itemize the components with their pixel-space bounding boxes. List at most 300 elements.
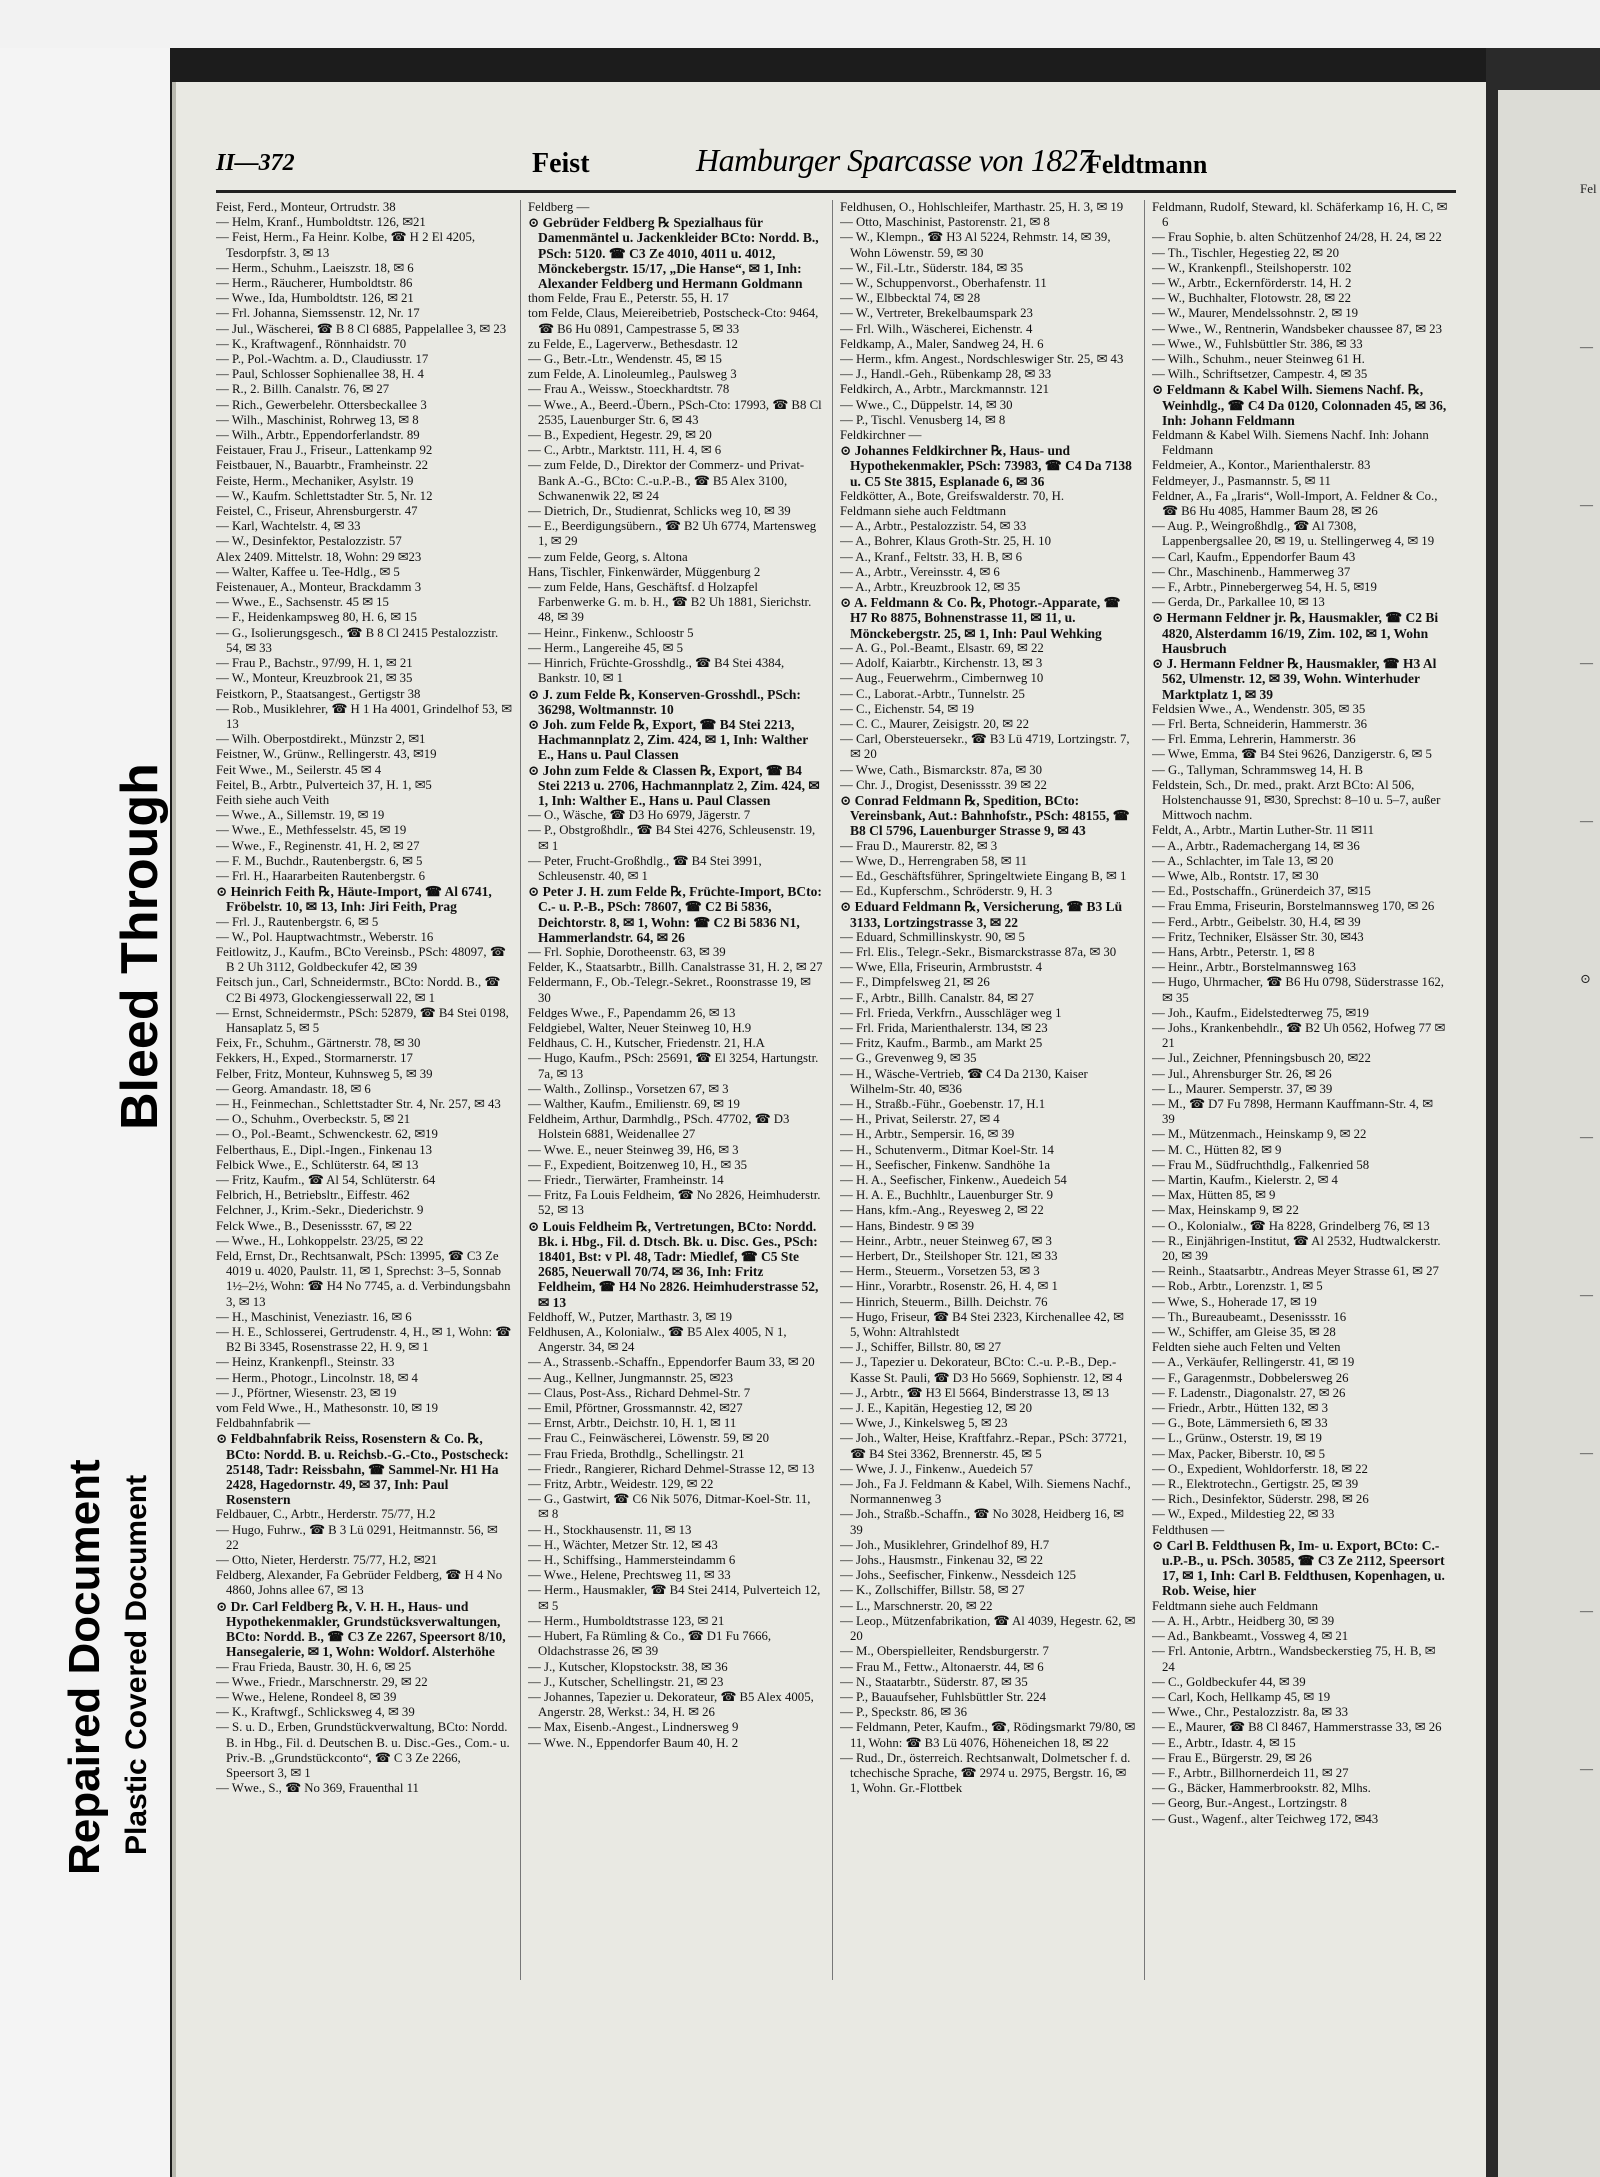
directory-entry: — Frl. H., Haararbeiten Rautenbergstr. 6 bbox=[216, 868, 426, 883]
directory-entry: — Jul., Zeichner, Pfenningsbusch 20, ✉22 bbox=[1152, 1051, 1371, 1066]
directory-entry: — R., Einjährigen-Institut, ☎ Al 2532, Hudtwalckerstr. 20, ✉ 39 bbox=[1152, 1233, 1441, 1264]
next-page-mark: — bbox=[1580, 655, 1593, 670]
directory-entry: — O., Wäsche, ☎ D3 Ho 6979, Jägerstr. 7 bbox=[528, 808, 751, 823]
directory-entry: zum Felde, A. Linoleumleg., Paulsweg 3 bbox=[528, 367, 737, 382]
directory-entry: — Helm, Kranf., Humboldtstr. 126, ✉21 bbox=[216, 215, 426, 230]
column-divider bbox=[1144, 200, 1145, 1980]
directory-entry: — Hugo, Fuhrw., ☎ B 3 Lü 0291, Heitmannstr. 56, ✉ 22 bbox=[216, 1522, 498, 1552]
directory-entry: — Jul., Wäscherei, ☎ B 8 Cl 6885, Pappelallee 3, ✉ 23 bbox=[216, 321, 507, 336]
directory-entry: Feix, Fr., Schuhm., Gärtnerstr. 78, ✉ 30 bbox=[216, 1036, 421, 1051]
directory-entry: Feldmann, Rudolf, Steward, kl. Schäferkamp 16, H. C, ✉ 6 bbox=[1152, 200, 1448, 230]
directory-entry: — zum Felde, D., Direktor der Commerz- und Privat-Bank A.-G., BCto: C.-u.P.-B., ☎ B5 Alex 3100, Schwanenwik 22, ✉ 24 bbox=[528, 458, 805, 503]
directory-entry: — Th., Bureaubeamt., Desenissstr. 16 bbox=[1152, 1309, 1347, 1324]
directory-entry: ⊙ Peter J. H. zum Felde ℞, Früchte-Import, BCto: C.- u. P.-B., PSch: 78607, ☎ C2 Bi 5836, Deichtorstr. 8, ✉ 1, Wohn: ☎ C2 Bi 5836 N1, Hammerlandstr. 64, ✉ 26 bbox=[528, 884, 822, 945]
directory-entry: — Herbert, Dr., Steilshoper Str. 121, ✉ 33 bbox=[840, 1249, 1058, 1264]
directory-entry: — Wwe, J. J., Finkenw., Auedeich 57 bbox=[840, 1461, 1033, 1476]
directory-entry: ⊙ Heinrich Feith ℞, Häute-Import, ☎ Al 6741, Fröbelstr. 10, ✉ 13, Inh: Jiri Feith, Prag bbox=[216, 884, 492, 915]
directory-entry: — Fritz, Kaufm., ☎ Al 54, Schlüterstr. 64 bbox=[216, 1173, 436, 1187]
directory-entry: Feld, Ernst, Dr., Rechtsanwalt, PSch: 13995, ☎ C3 Ze 4019 u. 4020, Paulstr. 11, ✉ 1, Sprechst: 3–5, Sonnab 1½–2½, Wohn: ☎ H4 No 7745, a. d. Verbindungsbahn 3, ✉ 13 bbox=[216, 1249, 511, 1309]
directory-entry: — W., Krankenpfl., Steilshoperstr. 102 bbox=[1152, 260, 1352, 275]
directory-entry: — H., Schutenverm., Ditmar Koel-Str. 14 bbox=[840, 1142, 1054, 1157]
directory-entry: — Wilh., Schriftsetzer, Campestr. 4, ✉ 35 bbox=[1152, 367, 1368, 382]
directory-entry: — J., Handl.-Geh., Rübenkamp 28, ✉ 33 bbox=[840, 367, 1052, 382]
directory-entry: — Joh., Walter, Heise, Kraftfahrz.-Repar., PSch: 37721, ☎ B4 Stei 3362, Brennerstr. 45, ✉ 5 bbox=[840, 1431, 1127, 1461]
directory-entry: — H., Feinmechan., Schlettstadter Str. 4, Nr. 257, ✉ 43 bbox=[216, 1096, 501, 1111]
directory-entry: — Karl, Wachtelstr. 4, ✉ 33 bbox=[216, 519, 361, 534]
next-page-mark: Fel bbox=[1580, 181, 1597, 196]
directory-entry: — Ernst, Schneidermstr., PSch: 52879, ☎ B4 Stei 0198, Hansaplatz 5, ✉ 5 bbox=[216, 1005, 509, 1035]
next-page-mark: — bbox=[1580, 1287, 1593, 1302]
directory-entry: — Max, Packer, Biberstr. 10, ✉ 5 bbox=[1152, 1446, 1325, 1461]
directory-entry: — Frau Frieda, Baustr. 30, H. 6, ✉ 25 bbox=[216, 1659, 412, 1674]
directory-entry: Feldmann siehe auch Feldtmann bbox=[840, 504, 1006, 519]
directory-entry: ⊙ Carl B. Feldthusen ℞, Im- u. Export, BCto: C.-u.P.-B., u. PSch. 30585, ☎ C3 Ze 2112, Speersort 17, ✉ 1, Inh: Carl B. Feldthusen, Kopenhagen, u. Rob. Weise, hier bbox=[1152, 1537, 1445, 1599]
directory-entry: — Chr., Maschinenb., Hammerweg 37 bbox=[1152, 564, 1351, 579]
directory-entry: — Heinr., Finkenw., Schloostr 5 bbox=[528, 625, 694, 640]
directory-entry: Feldheim, Arthur, Darmhdlg., PSch. 47702, ☎ D3 Holstein 6881, Weidenallee 27 bbox=[528, 1112, 790, 1142]
directory-entry: — P., Bauaufseher, Fuhlsbüttler Str. 224 bbox=[840, 1689, 1047, 1704]
directory-entry: — E., Arbtr., Idastr. 4, ✉ 15 bbox=[1152, 1735, 1296, 1750]
directory-entry: — Frl. Emma, Lehrerin, Hammerstr. 36 bbox=[1152, 732, 1356, 747]
directory-entry: Felder, K., Staatsarbtr., Billh. Canalstrasse 31, H. 2, ✉ 27 bbox=[528, 960, 823, 975]
directory-entry: Feitel, B., Arbtr., Pulverteich 37, H. 1, ✉5 bbox=[216, 777, 432, 792]
directory-entry: — Jul., Ahrensburger Str. 26, ✉ 26 bbox=[1152, 1066, 1332, 1081]
directory-entry: — W., Pol. Hauptwachtmstr., Weberstr. 16 bbox=[216, 929, 434, 944]
directory-entry: — Frl. Berta, Schneiderin, Hammerstr. 36 bbox=[1152, 716, 1368, 731]
directory-entry: — Wwe, J., Kinkelsweg 5, ✉ 23 bbox=[840, 1416, 1008, 1431]
directory-entry: — Dietrich, Dr., Studienrat, Schlicks weg 10, ✉ 39 bbox=[528, 504, 791, 519]
directory-entry: — Wwe, Ella, Friseurin, Armbruststr. 4 bbox=[840, 960, 1043, 975]
directory-entry: Alex 2409. Mittelstr. 18, Wohn: 29 ✉23 bbox=[216, 549, 422, 564]
directory-entry: ⊙ J. zum Felde ℞, Konserven-Grosshdl., PSch: 36298, Woltmannstr. 10 bbox=[528, 686, 801, 717]
directory-entry: — Wwe., C., Düppelstr. 14, ✉ 30 bbox=[840, 397, 1013, 412]
column-4 bbox=[1152, 200, 1448, 1990]
directory-entry: — A. G., Pol.-Beamt., Elsastr. 69, ✉ 22 bbox=[840, 640, 1044, 655]
directory-entry: — Hans, Arbtr., Peterstr. 1, ✉ 8 bbox=[1152, 944, 1315, 959]
directory-entry: — Walth., Zollinsp., Vorsetzen 67, ✉ 3 bbox=[528, 1081, 729, 1096]
directory-entry: — H., Privat, Seilerstr. 27, ✉ 4 bbox=[840, 1112, 1000, 1127]
header-left-word: Feist bbox=[532, 148, 590, 179]
directory-entry: — A., Arbtr., Vereinsstr. 4, ✉ 6 bbox=[840, 564, 1000, 579]
directory-entry: — Ad., Bankbeamt., Vossweg 4, ✉ 21 bbox=[1152, 1629, 1349, 1644]
directory-entry: Feldhoff, W., Putzer, Marthastr. 3, ✉ 19 bbox=[528, 1309, 733, 1324]
directory-entry: — Wwe., W., Rentnerin, Wandsbeker chaussee 87, ✉ 23 bbox=[1152, 321, 1442, 336]
directory-entry: Feiste, Herm., Mechaniker, Asylstr. 19 bbox=[216, 473, 414, 488]
column-divider bbox=[520, 200, 521, 1980]
directory-entry: — K., Kraftwagenf., Rönnhaidstr. 70 bbox=[216, 336, 407, 351]
directory-entry: — Wwe, Cath., Bismarckstr. 87a, ✉ 30 bbox=[840, 762, 1043, 777]
directory-entry: ⊙ Feldmann & Kabel Wilh. Siemens Nachf. ℞, Weinhdlg., ☎ C4 Da 0120, Colonnaden 45, ✉ 36, Inh: Johann Feldmann bbox=[1152, 382, 1447, 428]
directory-entry: Feldhusen, O., Hohlschleifer, Marthastr. 25, H. 3, ✉ 19 bbox=[840, 200, 1124, 214]
directory-entry: ⊙ Dr. Carl Feldberg ℞, V. H. H., Haus- und Hypothekenmakler, Grundstücksverwaltungen, BCto: Nordd. B., ☎ C3 Ze 2267, Speersort 8/10, Hansegalerie, ✉ 1, Wohn: Woldorf. Alsterhöhe bbox=[216, 1598, 506, 1660]
directory-entry: — H., Seefischer, Finkenw. Sandhöhe 1a bbox=[840, 1157, 1051, 1172]
directory-entry: ⊙ J. Hermann Feldner ℞, Hausmakler, ☎ H3 Al 562, Ulmenstr. 12, ✉ 39, Wohn. Winterhuder Marktplatz 1, ✉ 39 bbox=[1152, 656, 1437, 702]
directory-entry: — Gerda, Dr., Parkallee 10, ✉ 13 bbox=[1152, 595, 1325, 610]
directory-entry: — Feist, Herm., Fa Heinr. Kolbe, ☎ H 2 El 4205, Tesdorpfstr. 3, ✉ 13 bbox=[216, 230, 476, 260]
directory-entry: — Claus, Post-Ass., Richard Dehmel-Str. 7 bbox=[528, 1385, 751, 1400]
directory-entry: — J. E., Kapitän, Hegestieg 12, ✉ 20 bbox=[840, 1401, 1032, 1416]
directory-entry: — Peter, Frucht-Großhdlg., ☎ B4 Stei 3991, Schleusenstr. 40, ✉ 1 bbox=[528, 853, 762, 883]
directory-entry: — M. C., Hütten 82, ✉ 9 bbox=[1152, 1142, 1282, 1157]
directory-entry: — W., Elbbecktal 74, ✉ 28 bbox=[840, 291, 981, 306]
directory-entry: — Joh., Musiklehrer, Grindelhof 89, H.7 bbox=[840, 1537, 1050, 1552]
directory-entry: — Wwe, Alb., Rontstr. 17, ✉ 30 bbox=[1152, 868, 1319, 883]
directory-entry: — F. Ladenstr., Diagonalstr. 27, ✉ 26 bbox=[1152, 1385, 1346, 1400]
directory-entry: ⊙ Eduard Feldmann ℞, Versicherung, ☎ B3 Lü 3133, Lortzingstrasse 3, ✉ 22 bbox=[840, 899, 1123, 930]
directory-entry: — P., Speckstr. 86, ✉ 36 bbox=[840, 1705, 967, 1720]
directory-entry: — W., Kaufm. Schlettstadter Str. 5, Nr. 12 bbox=[216, 488, 433, 503]
directory-entry: Feldermann, F., Ob.-Telegr.-Sekret., Roonstrasse 19, ✉ 30 bbox=[528, 975, 811, 1005]
directory-entry: — E., Beerdigungsübern., ☎ B2 Uh 6774, Martensweg 1, ✉ 29 bbox=[528, 519, 817, 549]
directory-entry: Feldmeier, A., Kontor., Marienthalerstr. 83 bbox=[1152, 458, 1371, 473]
directory-entry: — Wwe., E., Sachsenstr. 45 ✉ 15 bbox=[216, 595, 389, 610]
directory-entry: — Wwe., A., Sillemstr. 19, ✉ 19 bbox=[216, 808, 385, 823]
directory-entry: — Frau Frieda, Brothdlg., Schellingstr. 21 bbox=[528, 1446, 745, 1461]
directory-entry: — A., Verkäufer, Rellingerstr. 41, ✉ 19 bbox=[1152, 1355, 1355, 1370]
directory-entry: — C., Arbtr., Marktstr. 111, H. 4, ✉ 6 bbox=[528, 443, 722, 458]
directory-entry: — Joh., Fa J. Feldmann & Kabel, Wilh. Siemens Nachf., Normannenweg 3 bbox=[840, 1477, 1131, 1507]
directory-entry: Feit Wwe., M., Seilerstr. 45 ✉ 4 bbox=[216, 762, 382, 777]
directory-entry: — Hans, kfm.-Ang., Reyesweg 2, ✉ 22 bbox=[840, 1203, 1044, 1218]
directory-entry: ⊙ A. Feldmann & Co. ℞, Photogr.-Apparate, ☎ H7 Ro 8875, Bohnenstrasse 11, ✉ 11, u. Mönckebergstr. 25, ✉ 1, Inh: Paul Wehking bbox=[840, 595, 1121, 641]
directory-entry: — Heinr., Arbtr., neuer Steinweg 67, ✉ 3 bbox=[840, 1233, 1052, 1248]
directory-entry: Felchner, J., Krim.-Sekr., Diederichstr. 9 bbox=[216, 1203, 424, 1218]
directory-entry: — J., Pförtner, Wiesenstr. 23, ✉ 19 bbox=[216, 1385, 397, 1400]
directory-entry: — Frl. Elis., Telegr.-Sekr., Bismarckstrasse 87a, ✉ 30 bbox=[840, 944, 1117, 959]
directory-entry: Feldberg, Alexander, Fa Gebrüder Feldberg, ☎ H 4 No 4860, Johns allee 67, ✉ 13 bbox=[216, 1568, 503, 1598]
directory-entry: — Heinr., Arbtr., Borstelmannsweg 163 bbox=[1152, 960, 1357, 975]
directory-entry: — Hinr., Vorarbtr., Rosenstr. 26, H. 4, ✉ 1 bbox=[840, 1279, 1058, 1294]
directory-entry: — G., Betr.-Ltr., Wendenstr. 45, ✉ 15 bbox=[528, 352, 722, 367]
directory-entry: ⊙ Gebrüder Feldberg ℞ Spezialhaus für Damenmäntel u. Jackenkleider BCto: Nordd. B., PSch: 5120. ☎ C3 Ze 4010, 4011 u. 4012, Mönckebergstr. 15/17, „Die Hanse“, ✉ 1, Inh: Alexander Feldberg und Hermann Goldmann bbox=[528, 215, 819, 292]
column-1 bbox=[216, 200, 512, 1990]
directory-entry: — O., Schuhm., Overbeckstr. 5, ✉ 21 bbox=[216, 1112, 411, 1127]
directory-entry: — Frl. Johanna, Siemssenstr. 12, Nr. 17 bbox=[216, 306, 420, 321]
directory-entry: Feldbauer, C., Arbtr., Herderstr. 75/77, H.2 bbox=[216, 1507, 436, 1522]
directory-entry: Felbick Wwe., E., Schlüterstr. 64, ✉ 13 bbox=[216, 1157, 419, 1172]
directory-entry: — Wwe., Ida, Humboldtstr. 126, ✉ 21 bbox=[216, 291, 414, 306]
directory-entry: Feldt, A., Arbtr., Martin Luther-Str. 11 ✉11 bbox=[1152, 823, 1375, 838]
directory-entry: — N., Staatarbtr., Süderstr. 87, ✉ 35 bbox=[840, 1674, 1028, 1689]
directory-entry: — Max, Eisenb.-Angest., Lindnersweg 9 bbox=[528, 1720, 739, 1735]
directory-entry: — F., Garagenmstr., Dobbelersweg 26 bbox=[1152, 1370, 1349, 1385]
directory-entry: thom Felde, Frau E., Peterstr. 55, H. 17 bbox=[528, 291, 729, 306]
directory-entry: tom Felde, Claus, Meiereibetrieb, Postscheck-Cto: 9464, ☎ B6 Hu 0891, Campestrasse 5, ✉ 33 bbox=[528, 306, 819, 336]
directory-entry: Feldkamp, A., Maler, Sandweg 24, H. 6 bbox=[840, 336, 1044, 351]
directory-entry: — G., Bäcker, Hammerbrookstr. 82, Mlhs. bbox=[1152, 1781, 1371, 1796]
directory-entry: — Wwe. E., neuer Steinweg 39, H6, ✉ 3 bbox=[528, 1142, 739, 1157]
directory-entry: — Frau E., Bürgerstr. 29, ✉ 26 bbox=[1152, 1750, 1312, 1765]
directory-entry: ⊙ Johannes Feldkirchner ℞, Haus- und Hypothekenmakler, PSch: 73983, ☎ C4 Da 7138 u. C5 Ste 3815, Esplanade 6, ✉ 36 bbox=[840, 443, 1132, 489]
directory-entry: Felbrich, H., Betriebsltr., Eiffestr. 462 bbox=[216, 1188, 410, 1203]
directory-entry: Feldkötter, A., Bote, Greifswalderstr. 70, H. bbox=[840, 488, 1065, 503]
directory-entry: vom Feld Wwe., H., Mathesonstr. 10, ✉ 19 bbox=[216, 1401, 438, 1416]
directory-entry: — Th., Tischler, Hegestieg 22, ✉ 20 bbox=[1152, 245, 1339, 260]
directory-entry: — C., Laborat.-Arbtr., Tunnelstr. 25 bbox=[840, 686, 1025, 701]
directory-entry: — C. C., Maurer, Zeisigstr. 20, ✉ 22 bbox=[840, 716, 1029, 731]
directory-entry: — zum Felde, Georg, s. Altona bbox=[528, 549, 688, 564]
directory-entry: — Feldmann, Peter, Kaufm., ☎, Rödingsmarkt 79/80, ✉ 11, Wohn: ☎ B3 Lü 4076, Höheneichen 18, ✉ 22 bbox=[840, 1720, 1136, 1750]
directory-entry: — J., Arbtr., ☎ H3 El 5664, Binderstrasse 13, ✉ 13 bbox=[840, 1385, 1110, 1400]
directory-entry: — Herm., Photogr., Lincolnstr. 18, ✉ 4 bbox=[216, 1370, 418, 1385]
directory-entry: Felberthaus, E., Dipl.-Ingen., Finkenau 13 bbox=[216, 1142, 433, 1157]
next-page-mark: — bbox=[1580, 497, 1593, 512]
directory-entry: — Ed., Geschäftsführer, Springeltwiete Eingang B, ✉ 1 bbox=[840, 868, 1127, 883]
directory-entry: — P., Tischl. Venusberg 14, ✉ 8 bbox=[840, 412, 1006, 427]
directory-entry: — L., Marschnerstr. 20, ✉ 22 bbox=[840, 1598, 993, 1613]
directory-entry: — M., ☎ D7 Fu 7898, Hermann Kauffmann-Str. 4, ✉ 39 bbox=[1152, 1096, 1433, 1127]
directory-entry: — Martin, Kaufm., Kielerstr. 2, ✉ 4 bbox=[1152, 1173, 1338, 1187]
directory-entry: Feistkorn, P., Staatsangest., Gertigstr 38 bbox=[216, 686, 421, 701]
directory-entry: — L., Grünw., Osterstr. 19, ✉ 19 bbox=[1152, 1431, 1322, 1446]
directory-entry: — F., Arbtr., Pinnebergerweg 54, H. 5, ✉19 bbox=[1152, 580, 1377, 595]
column-3 bbox=[840, 200, 1136, 1990]
directory-entry: — Hugo, Uhrmacher, ☎ B6 Hu 0798, Süderstrasse 162, ✉ 35 bbox=[1152, 975, 1444, 1005]
directory-entry: — W., Buchhalter, Flotowstr. 28, ✉ 22 bbox=[1152, 291, 1351, 306]
directory-entry: Feistauer, Frau J., Friseur., Lattenkamp 92 bbox=[216, 443, 433, 458]
directory-entry: — Ed., Postschaffn., Grünerdeich 37, ✉15 bbox=[1152, 884, 1371, 899]
directory-entry: — Aug. P., Weingroßhdlg., ☎ Al 7308, Lappenbergsallee 20, ✉ 19, u. Stellingerweg 4, ✉ 19 bbox=[1152, 519, 1435, 549]
directory-entry: — A., Bohrer, Klaus Groth-Str. 25, H. 10 bbox=[840, 534, 1051, 549]
directory-entry: — H., Arbtr., Sempersir. 16, ✉ 39 bbox=[840, 1127, 1015, 1142]
directory-entry: — L., Maurer. Semperstr. 37, ✉ 39 bbox=[1152, 1081, 1333, 1096]
directory-entry: — Hans, Bindestr. 9 ✉ 39 bbox=[840, 1218, 975, 1233]
bleed-through-label: Bleed Through bbox=[111, 763, 169, 1130]
directory-entry: — Paul, Schlosser Sophienallee 38, H. 4 bbox=[216, 367, 424, 382]
directory-entry: — H., Straßb.-Führ., Goebenstr. 17, H.1 bbox=[840, 1096, 1046, 1111]
directory-entry: — Walter, Kaffee u. Tee-Hdlg., ✉ 5 bbox=[216, 564, 400, 579]
directory-entry: — Fritz, Fa Louis Feldheim, ☎ No 2826, Heimhuderstr. 52, ✉ 13 bbox=[528, 1188, 821, 1218]
directory-entry: — Johs., Hausmstr., Finkenau 32, ✉ 22 bbox=[840, 1553, 1044, 1568]
directory-entry: ⊙ Joh. zum Felde ℞, Export, ☎ B4 Stei 2213, Hachmannplatz 2, Zim. 424, ✉ 1, Inh: Walther E., Hans u. Paul Classen bbox=[528, 716, 808, 763]
side-labels bbox=[30, 720, 175, 1875]
directory-entry: — M., Oberspielleiter, Rendsburgerstr. 7 bbox=[840, 1644, 1049, 1659]
directory-entry: ⊙ John zum Felde & Classen ℞, Export, ☎ B4 Stei 2213 u. 2706, Hachmannplatz 2, Zim. 424, ✉ 1, Inh: Walther E., Hans u. Paul Classen bbox=[528, 762, 820, 808]
directory-entry: — Frl. Sophie, Dorotheenstr. 63, ✉ 39 bbox=[528, 944, 726, 959]
directory-entry: Feldkirch, A., Arbtr., Marckmannstr. 121 bbox=[840, 382, 1049, 397]
directory-entry: — R., Elektrotechn., Gertigstr. 25, ✉ 39 bbox=[1152, 1477, 1359, 1492]
directory-entry: — A., Arbtr., Pestalozzistr. 54, ✉ 33 bbox=[840, 519, 1027, 534]
directory-entry: — Wwe., Chr., Pestalozzistr. 8a, ✉ 33 bbox=[1152, 1705, 1349, 1720]
scan-top-margin bbox=[0, 0, 1600, 48]
directory-entry: — H., Wäsche-Vertrieb, ☎ C4 Da 2130, Kaiser Wilhelm-Str. 40, ✉36 bbox=[840, 1066, 1088, 1096]
directory-entry: — C., Goldbeckufer 44, ✉ 39 bbox=[1152, 1674, 1306, 1689]
directory-entry: Felber, Fritz, Monteur, Kuhnsweg 5, ✉ 39 bbox=[216, 1066, 433, 1081]
directory-entry: — Friedr., Rangierer, Richard Dehmel-Strasse 12, ✉ 13 bbox=[528, 1461, 815, 1476]
directory-entry: — Eduard, Schmillinskystr. 90, ✉ 5 bbox=[840, 929, 1025, 944]
directory-entry: zu Felde, E., Lagerverw., Bethesdastr. 12 bbox=[528, 336, 738, 351]
directory-entry: — Rich., Desinfektor, Süderstr. 298, ✉ 26 bbox=[1152, 1492, 1369, 1507]
directory-entry: Feldgiebel, Walter, Neuer Steinweg 10, H.9 bbox=[528, 1020, 752, 1035]
directory-entry: — P., Obstgroßhdlr., ☎ B4 Stei 4276, Schleusenstr. 19, ✉ 1 bbox=[528, 823, 816, 853]
next-page-mark: — bbox=[1580, 1129, 1593, 1144]
repaired-document-label: Repaired Document bbox=[60, 1459, 109, 1875]
directory-entry: — Carl, Obersteuersekr., ☎ B3 Lü 4719, Lortzingstr. 7, ✉ 20 bbox=[840, 732, 1130, 762]
directory-entry: — E., Maurer, ☎ B8 Cl 8467, Hammerstrasse 33, ✉ 26 bbox=[1152, 1720, 1442, 1735]
directory-entry: Hans, Tischler, Finkenwärder, Müggenburg 2 bbox=[528, 564, 761, 579]
directory-entry: Feldhusen, A., Kolonialw., ☎ B5 Alex 4005, N 1, Angerstr. 34, ✉ 24 bbox=[528, 1325, 787, 1355]
directory-entry: — Herm., Räucherer, Humboldtstr. 86 bbox=[216, 276, 413, 291]
directory-entry: — Frau A., Weissw., Stoeckhardtstr. 78 bbox=[528, 382, 730, 397]
directory-entry: — Frau Emma, Friseurin, Borstelmannsweg 170, ✉ 26 bbox=[1152, 899, 1435, 914]
directory-entry: — Ernst, Arbtr., Deichstr. 10, H. 1, ✉ 11 bbox=[528, 1416, 737, 1431]
directory-entry: — H. A., Seefischer, Finkenw., Auedeich 54 bbox=[840, 1173, 1067, 1187]
directory-entry: — A., Schlachter, im Tale 13, ✉ 20 bbox=[1152, 853, 1334, 868]
directory-entry: — W., Schuppenvorst., Oberhafenstr. 11 bbox=[840, 276, 1047, 291]
directory-entry: — Wwe., Helene, Rondeel 8, ✉ 39 bbox=[216, 1689, 397, 1704]
directory-entry: Feist, Ferd., Monteur, Ortrudstr. 38 bbox=[216, 200, 396, 214]
directory-entry: — Wilh., Schuhm., neuer Steinweg 61 H. bbox=[1152, 352, 1365, 367]
directory-entry: — Wilh., Arbtr., Eppendorferlandstr. 89 bbox=[216, 428, 420, 443]
directory-entry: — Reinh., Staatsarbtr., Andreas Meyer Strasse 61, ✉ 27 bbox=[1152, 1264, 1439, 1279]
directory-entry: — Adolf, Kaiarbtr., Kirchenstr. 13, ✉ 3 bbox=[840, 656, 1043, 671]
directory-entry: — Hugo, Friseur, ☎ B4 Stei 2323, Kirchenallee 42, ✉ 5, Wohn: Altrahlstedt bbox=[840, 1309, 1124, 1340]
directory-entry: Feldmeyer, J., Pasmannstr. 5, ✉ 11 bbox=[1152, 473, 1331, 488]
directory-entry: — Ferd., Arbtr., Geibelstr. 30, H.4, ✉ 39 bbox=[1152, 914, 1361, 929]
directory-entry: — Rud., Dr., österreich. Rechtsanwalt, Dolmetscher f. d. tchechische Sprache, ☎ 2974 u. 2975, Bergstr. 16, ✉ 1, Wohn. Gr.-Flottbek bbox=[840, 1750, 1131, 1796]
directory-page bbox=[172, 82, 1486, 2177]
directory-entry: — W., Schiffer, am Gleise 35, ✉ 28 bbox=[1152, 1325, 1336, 1340]
directory-entry: — F., Arbtr., Billh. Canalstr. 84, ✉ 27 bbox=[840, 990, 1034, 1005]
directory-entry: Fekkers, H., Exped., Stormarnerstr. 17 bbox=[216, 1051, 413, 1066]
directory-entry: — Herm., Schuhm., Laeiszstr. 18, ✉ 6 bbox=[216, 260, 414, 275]
directory-entry: — K., Zollschiffer, Billstr. 58, ✉ 27 bbox=[840, 1583, 1025, 1598]
directory-entry: — Hugo, Kaufm., PSch: 25691, ☎ El 3254, Hartungstr. 7a, ✉ 13 bbox=[528, 1051, 819, 1081]
directory-entry: ⊙ Louis Feldheim ℞, Vertretungen, BCto: Nordd. Bk. i. Hbg., Fil. d. Dtsch. Bk. u. Disc. Ges., PSch: 18401, Bst: v Pl. 48, Tadr: Miedlef, ☎ C5 Ste 2685, Neuerwall 70/74, ✉ 36, Inh: Fritz Feldheim, ☎ H4 No 2826. Heimhuderstrasse 52, ✉ 13 bbox=[528, 1218, 819, 1310]
directory-entry: — Frau Sophie, b. alten Schützenhof 24/28, H. 24, ✉ 22 bbox=[1152, 230, 1442, 245]
directory-entry: — A. H., Arbtr., Heidberg 30, ✉ 39 bbox=[1152, 1613, 1335, 1628]
column-2 bbox=[528, 200, 824, 1990]
directory-entry: — Wwe., W., Fuhlsbüttler Str. 386, ✉ 33 bbox=[1152, 336, 1363, 351]
directory-entry: — H. E., Schlosserei, Gertrudenstr. 4, H., ✉ 1, Wohn: ☎ B2 Bi 3345, Rosenstrasse 22, H. 9, ✉ 1 bbox=[216, 1325, 512, 1355]
directory-entry: — zum Felde, Hans, Geschäftsf. d Holzapfel Farbenwerke G. m. b. H., ☎ B2 Uh 1881, Sierichstr. 48, ✉ 39 bbox=[528, 580, 812, 625]
directory-entry: — Frau M., Südfruchthdlg., Falkenried 58 bbox=[1152, 1157, 1370, 1172]
next-page-marks bbox=[1580, 180, 1600, 1918]
directory-entry: — G., Isolierungsgesch., ☎ B 8 Cl 2415 Pestalozzistr. 54, ✉ 33 bbox=[216, 625, 499, 655]
directory-entry: — Herm., Langereihe 45, ✉ 5 bbox=[528, 640, 683, 655]
directory-entry: — Gust., Wagenf., alter Teichweg 172, ✉43 bbox=[1152, 1811, 1379, 1826]
directory-entry: — Rob., Arbtr., Lorenzstr. 1, ✉ 5 bbox=[1152, 1279, 1323, 1294]
directory-entry: Feitsch jun., Carl, Schneidermstr., BCto: Nordd. B., ☎ C2 Bi 4973, Glockengiesserwall 22, ✉ 1 bbox=[216, 975, 501, 1005]
directory-entry: — Fritz, Arbtr., Weidestr. 129, ✉ 22 bbox=[528, 1477, 714, 1492]
directory-entry: Feistel, C., Friseur, Ahrensburgerstr. 47 bbox=[216, 504, 418, 519]
directory-entry: — F., Expedient, Boitzenweg 10, H., ✉ 35 bbox=[528, 1157, 748, 1172]
directory-entry: — Wilh., Maschinist, Rohrweg 13, ✉ 8 bbox=[216, 412, 419, 427]
directory-entry: — H., Wächter, Metzer Str. 12, ✉ 43 bbox=[528, 1537, 718, 1552]
directory-entry: — K., Kraftwgf., Schlicksweg 4, ✉ 39 bbox=[216, 1705, 415, 1720]
directory-entry: Feldthusen — bbox=[1152, 1522, 1225, 1537]
directory-entry: — Wwe., F., Reginenstr. 41, H. 2, ✉ 27 bbox=[216, 838, 420, 853]
directory-entry: — Carl, Kaufm., Eppendorfer Baum 43 bbox=[1152, 549, 1356, 564]
directory-entry: — Frl. Frieda, Verkfrn., Ausschläger weg 1 bbox=[840, 1005, 1062, 1020]
directory-entry: — H., Stockhausenstr. 11, ✉ 13 bbox=[528, 1522, 692, 1537]
directory-entry: — Frau M., Fettw., Altonaerstr. 44, ✉ 6 bbox=[840, 1659, 1044, 1674]
directory-entry: — C., Eichenstr. 54, ✉ 19 bbox=[840, 701, 975, 716]
directory-entry: — Georg, Bur.-Angest., Lortzingstr. 8 bbox=[1152, 1796, 1347, 1811]
directory-entry: — Frl. Wilh., Wäscherei, Eichenstr. 4 bbox=[840, 321, 1033, 336]
directory-entry: — W., Fil.-Ltr., Süderstr. 184, ✉ 35 bbox=[840, 260, 1024, 275]
directory-entry: — W., Desinfektor, Pestalozzistr. 57 bbox=[216, 534, 402, 549]
next-page-mark: — bbox=[1580, 813, 1593, 828]
directory-entry: — O., Kolonialw., ☎ Ha 8228, Grindelberg 76, ✉ 13 bbox=[1152, 1218, 1430, 1233]
directory-entry: — W., Maurer, Mendelssohnstr. 2, ✉ 19 bbox=[1152, 306, 1359, 321]
directory-entry: — W., Monteur, Kreuzbrook 21, ✉ 35 bbox=[216, 671, 413, 686]
directory-entry: — G., Grevenweg 9, ✉ 35 bbox=[840, 1051, 977, 1066]
directory-entry: — Wwe, S., Hoherade 17, ✉ 19 bbox=[1152, 1294, 1317, 1309]
directory-entry: — F. M., Buchdr., Rautenbergstr. 6, ✉ 5 bbox=[216, 853, 423, 868]
directory-entry: — Fritz, Techniker, Elsässer Str. 30, ✉43 bbox=[1152, 929, 1364, 944]
directory-entry: — H. A. E., Buchhltr., Lauenburger Str. 9 bbox=[840, 1188, 1054, 1203]
directory-entry: — Georg. Amandastr. 18, ✉ 6 bbox=[216, 1081, 371, 1096]
directory-entry: — Frl. Antonie, Arbtrn., Wandsbeckerstieg 75, H. B, ✉ 24 bbox=[1152, 1644, 1436, 1674]
directory-entry: — Herm., Steuerm., Vorsetzen 53, ✉ 3 bbox=[840, 1264, 1040, 1279]
directory-entry: — B., Expedient, Hegestr. 29, ✉ 20 bbox=[528, 428, 712, 443]
directory-entry: — Wilh. Oberpostdirekt., Münzstr 2, ✉1 bbox=[216, 732, 426, 747]
directory-entry: Feldsien Wwe., A., Wendenstr. 305, ✉ 35 bbox=[1152, 701, 1366, 716]
directory-entry: Felck Wwe., B., Desenissstr. 67, ✉ 22 bbox=[216, 1218, 413, 1233]
directory-entry: — Rich., Gewerbelehr. Ottersbeckallee 3 bbox=[216, 397, 427, 412]
directory-entry: Feistbauer, N., Bauarbtr., Framheinstr. 22 bbox=[216, 458, 429, 473]
directory-entry: Feldhaus, C. H., Kutscher, Friedenstr. 21, H.A bbox=[528, 1036, 765, 1051]
directory-entry: — Otto, Maschinist, Pastorenstr. 21, ✉ 8 bbox=[840, 215, 1050, 230]
directory-entry: — Wwe, D., Herrengraben 58, ✉ 11 bbox=[840, 853, 1027, 868]
directory-entry: Feldkirchner — bbox=[840, 428, 922, 443]
page-header bbox=[176, 142, 1466, 184]
directory-entry: Feitlowitz, J., Kaufm., BCto Vereinsb., PSch: 48097, ☎ B 2 Uh 3112, Goldbeckufer 42, ✉ 39 bbox=[216, 944, 506, 975]
directory-entry: — Herm., kfm. Angest., Nordschleswiger Str. 25, ✉ 43 bbox=[840, 352, 1124, 367]
directory-entry: — H., Schiffsing., Hammersteindamm 6 bbox=[528, 1553, 736, 1568]
directory-entry: ⊙ Feldbahnfabrik Reiss, Rosenstern & Co. ℞, BCto: Nordd. B. u. Reichsb.-G.-Cto., Postscheck: 25148, Tadr: Reissbahn, ☎ Sammel-Nr. H1 Ha 2428, Hagedornstr. 49, ✉ 37, Inh: Paul Rosenstern bbox=[216, 1431, 509, 1508]
directory-columns bbox=[216, 200, 1461, 2000]
next-page-mark: — bbox=[1580, 1445, 1593, 1460]
directory-entry: — Herm., Humboldtstrasse 123, ✉ 21 bbox=[528, 1613, 725, 1628]
directory-entry: — Friedr., Arbtr., Hütten 132, ✉ 3 bbox=[1152, 1401, 1329, 1416]
directory-entry: — Max, Heinskamp 9, ✉ 22 bbox=[1152, 1203, 1299, 1218]
directory-entry: — M., Mützenmach., Heinskamp 9, ✉ 22 bbox=[1152, 1127, 1367, 1142]
directory-entry: — W., Vertreter, Brekelbaumspark 23 bbox=[840, 306, 1033, 321]
directory-entry: — F., Dimpfelsweg 21, ✉ 26 bbox=[840, 975, 990, 990]
next-page-mark: — bbox=[1580, 1603, 1593, 1618]
directory-entry: Feith siehe auch Veith bbox=[216, 792, 330, 807]
next-page-mark: — bbox=[1580, 1761, 1593, 1776]
directory-entry: — Emil, Pförtner, Grossmannstr. 42, ✉27 bbox=[528, 1401, 743, 1416]
directory-entry: — S. u. D., Erben, Grundstückverwaltung, BCto: Nordd. B. in Hbg., Fil. d. Deutschen B. u. Disc.-Ges., Com.- u. Priv.-B. „Grundstückconto“, ☎ C 3 Ze 2266, Speersort 3, ✉ 1 bbox=[216, 1720, 510, 1780]
directory-entry: — P., Pol.-Wachtm. a. D., Claudiusstr. 17 bbox=[216, 352, 429, 367]
directory-entry: — O., Pol.-Beamt., Schwenckestr. 62, ✉19 bbox=[216, 1127, 438, 1142]
directory-entry: — Ed., Kupferschm., Schröderstr. 9, H. 3 bbox=[840, 884, 1053, 899]
directory-entry: — Johs., Seefischer, Finkenw., Nessdeich 125 bbox=[840, 1568, 1077, 1583]
directory-entry: — Wwe., E., Methfesselstr. 45, ✉ 19 bbox=[216, 823, 407, 838]
directory-entry: — A., Strassenb.-Schaffn., Eppendorfer Baum 33, ✉ 20 bbox=[528, 1355, 815, 1370]
directory-entry: — Frau P., Bachstr., 97/99, H. 1, ✉ 21 bbox=[216, 656, 413, 671]
directory-entry: — Herm., Hausmakler, ☎ B4 Stei 2414, Pulverteich 12, ✉ 5 bbox=[528, 1583, 821, 1613]
directory-entry: — Hinrich, Steuerm., Billh. Deichstr. 76 bbox=[840, 1294, 1048, 1309]
directory-entry: — F., Heidenkampsweg 80, H. 6, ✉ 15 bbox=[216, 610, 417, 625]
directory-entry: — Fritz, Kaufm., Barmb., am Markt 25 bbox=[840, 1036, 1043, 1051]
directory-entry: — Frau C., Feinwäscherei, Löwenstr. 59, ✉ 20 bbox=[528, 1431, 770, 1446]
plastic-covered-label: Plastic Covered Document bbox=[120, 1474, 153, 1855]
directory-entry: — H., Maschinist, Veneziastr. 16, ✉ 6 bbox=[216, 1309, 412, 1324]
directory-entry: Feldstein, Sch., Dr. med., prakt. Arzt BCto: Al 506, Holstenchausse 91, ✉30, Sprechst: 8–10 u. 5–7, außer Mittwoch nachm. bbox=[1152, 777, 1441, 823]
page-number: II—372 bbox=[216, 150, 295, 176]
directory-entry: — A., Arbtr., Rademachergang 14, ✉ 36 bbox=[1152, 838, 1360, 853]
directory-entry: — Wwe., S., ☎ No 369, Frauenthal 11 bbox=[216, 1781, 419, 1796]
directory-entry: — Wwe. N., Eppendorfer Baum 40, H. 2 bbox=[528, 1735, 739, 1750]
next-page-mark: — bbox=[1580, 339, 1593, 354]
header-rule bbox=[216, 190, 1456, 193]
header-right-word: Feldtmann bbox=[1086, 150, 1208, 179]
directory-entry: — Otto, Nieter, Herderstr. 75/77, H.2, ✉21 bbox=[216, 1553, 438, 1568]
